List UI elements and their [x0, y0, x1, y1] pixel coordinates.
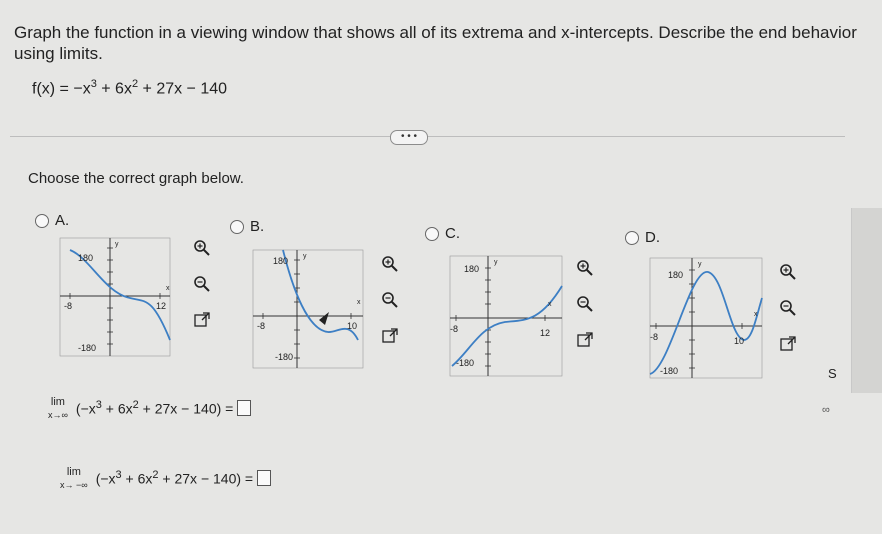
option-d-yaxis: y: [698, 261, 702, 268]
limit-positive-answer-box[interactable]: [237, 400, 251, 416]
option-b[interactable]: [230, 218, 264, 235]
option-b-yaxis: y: [303, 253, 307, 260]
option-b-label: B.: [250, 218, 265, 235]
zoom-in-icon[interactable]: [575, 258, 595, 278]
option-b-tools: [380, 254, 400, 346]
option-a-ybottom: -180: [78, 343, 97, 353]
limit-negative-answer-box[interactable]: [257, 470, 271, 486]
option-d-xleft: -8: [650, 332, 659, 342]
expand-icon[interactable]: [380, 326, 400, 346]
limit-positive-infinity: lim x→∞ $(-x^3 + 6x^2 + 27x - 140)$ =: [48, 396, 251, 420]
option-b-xleft: -8: [257, 321, 266, 331]
option-c-xleft: -8: [450, 324, 459, 334]
option-d-ytop: 180: [668, 270, 684, 280]
zoom-in-icon[interactable]: [192, 238, 212, 258]
option-d-xaxis: x: [754, 311, 758, 318]
option-c-radio[interactable]: [425, 227, 439, 241]
option-b-ybottom: -180: [275, 352, 294, 362]
zoom-out-icon[interactable]: [778, 298, 798, 318]
option-c-ybottom: -180: [456, 358, 475, 368]
option-c-tools: [575, 258, 595, 350]
expand-icon[interactable]: [192, 310, 212, 330]
function-definition: $f(x) = -x^3 + 6x^2 + 27x - 140$: [32, 78, 228, 98]
choice-prompt: Choose the correct graph below.: [28, 170, 244, 187]
option-b-ytop: 180: [273, 256, 289, 266]
option-a[interactable]: [35, 212, 69, 229]
option-a-tools: [192, 238, 212, 330]
option-b-radio[interactable]: [230, 220, 244, 234]
option-a-graph: [60, 238, 170, 361]
zoom-out-icon[interactable]: [380, 290, 400, 310]
zoom-in-icon[interactable]: [778, 262, 798, 282]
option-a-ytop: 180: [78, 253, 94, 263]
option-c-ytop: 180: [464, 264, 480, 274]
option-a-xright: 12: [156, 301, 167, 311]
option-a-label: A.: [55, 212, 70, 229]
option-d[interactable]: [625, 229, 660, 246]
zoom-in-icon[interactable]: [380, 254, 400, 274]
expand-icon[interactable]: [575, 330, 595, 350]
option-a-xleft: -8: [64, 301, 73, 311]
option-c-xright: 12: [540, 328, 551, 338]
option-b-xaxis: x: [357, 299, 361, 306]
option-d-radio[interactable]: [625, 231, 639, 245]
option-c-label: C.: [445, 225, 460, 242]
side-panel-edge: [851, 208, 882, 393]
option-a-yaxis: y: [115, 241, 119, 248]
zoom-out-icon[interactable]: [192, 274, 212, 294]
option-d-tools: [778, 262, 798, 354]
option-c-yaxis: y: [494, 259, 498, 266]
option-a-xaxis: x: [166, 285, 170, 292]
more-button[interactable]: • • •: [390, 130, 428, 145]
zoom-out-icon[interactable]: [575, 294, 595, 314]
option-d-ybottom: -180: [660, 366, 679, 376]
option-b-graph: [253, 250, 363, 373]
question-instructions: Graph the function in a viewing window that shows all of its extrema and x-intercepts. Describe the end behavior using limits.: [14, 23, 857, 63]
option-c-graph: [450, 256, 562, 381]
option-d-label: D.: [645, 229, 660, 246]
option-d-xright: 10: [734, 336, 745, 346]
option-b-xright: 10: [347, 321, 358, 331]
option-a-radio[interactable]: [35, 214, 49, 228]
side-label-s: S: [828, 366, 837, 381]
option-c[interactable]: [425, 225, 460, 242]
option-c-xaxis: x: [548, 301, 552, 308]
limit-negative-infinity: lim x→ −∞ $(-x^3 + 6x^2 + 27x - 140)$ =: [60, 466, 271, 490]
side-label-infinity: ∞: [822, 404, 830, 416]
expand-icon[interactable]: [778, 334, 798, 354]
option-d-graph: [650, 258, 762, 383]
